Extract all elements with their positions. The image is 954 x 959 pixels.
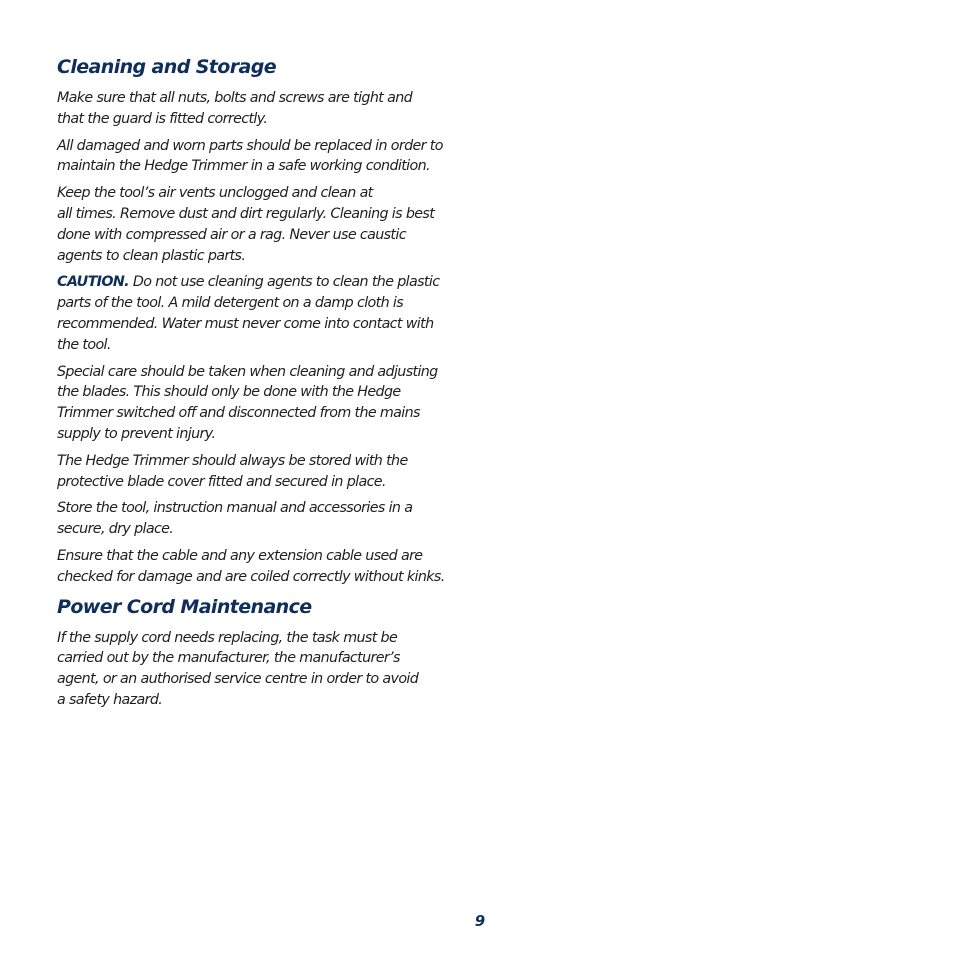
text-line: recommended. Water must never come into contact with [57, 315, 434, 332]
text-line: done with compressed air or a rag. Never use caustic [57, 226, 406, 243]
text-line: agents to clean plastic parts. [57, 247, 246, 264]
text-line: carried out by the manufacturer, the manufacturer’s [57, 650, 400, 667]
text-line: supply to prevent injury. [57, 425, 216, 442]
text-line: protective blade cover fitted and secured in place. [57, 473, 386, 490]
text-line: Store the tool, instruction manual and accessories in a [57, 500, 413, 517]
paragraph-cable-check [57, 546, 477, 588]
caution-text: Do not use cleaning agents to clean the plastic [128, 274, 440, 291]
text-line: agent, or an authorised service centre in order to avoid [57, 671, 419, 688]
text-line: secure, dry place. [57, 521, 174, 538]
text-line: The Hedge Trimmer should always be stored with the [57, 452, 408, 469]
text-line: the tool. [57, 336, 111, 353]
paragraph-store-tool [57, 498, 477, 540]
paragraph-blade-cover [57, 451, 477, 493]
paragraph-supply-cord [57, 628, 477, 711]
text-line: Keep the tool’s air vents unclogged and clean at [57, 185, 373, 202]
text-line: Trimmer switched off and disconnected from the mains [57, 405, 420, 422]
text-line: maintain the Hedge Trimmer in a safe working condition. [57, 158, 430, 175]
paragraph-caution [57, 272, 477, 355]
text-line: the blades. This should only be done with the Hedge [57, 384, 401, 401]
paragraph-air-vents [57, 183, 477, 266]
section-heading-cleaning-storage: Cleaning and Storage [57, 56, 277, 78]
caution-label: CAUTION. [57, 274, 129, 291]
text-line: Make sure that all nuts, bolts and screws are tight and [57, 90, 413, 106]
text-line: All damaged and worn parts should be replaced in order to [57, 137, 443, 154]
page-number: 9 [474, 912, 486, 930]
text-line: Special care should be taken when cleaning and adjusting [57, 363, 438, 380]
text-line: that the guard is fitted correctly. [57, 110, 268, 127]
text-line [57, 272, 477, 293]
text-line: all times. Remove dust and dirt regularly. Cleaning is best [57, 205, 435, 222]
text-line: checked for damage and are coiled correctly without kinks. [57, 568, 445, 585]
content-column [57, 54, 477, 717]
paragraph-damaged-parts [57, 136, 477, 178]
paragraph-blades-care [57, 362, 477, 445]
section-heading-power-cord: Power Cord Maintenance [57, 595, 312, 618]
text-line: a safety hazard. [57, 691, 163, 708]
text-line: Ensure that the cable and any extension cable used are [57, 547, 423, 564]
text-line: If the supply cord needs replacing, the task must be [57, 629, 398, 646]
text-line: parts of the tool. A mild detergent on a damp cloth is [57, 295, 404, 312]
paragraph-nuts-bolts [57, 88, 477, 130]
